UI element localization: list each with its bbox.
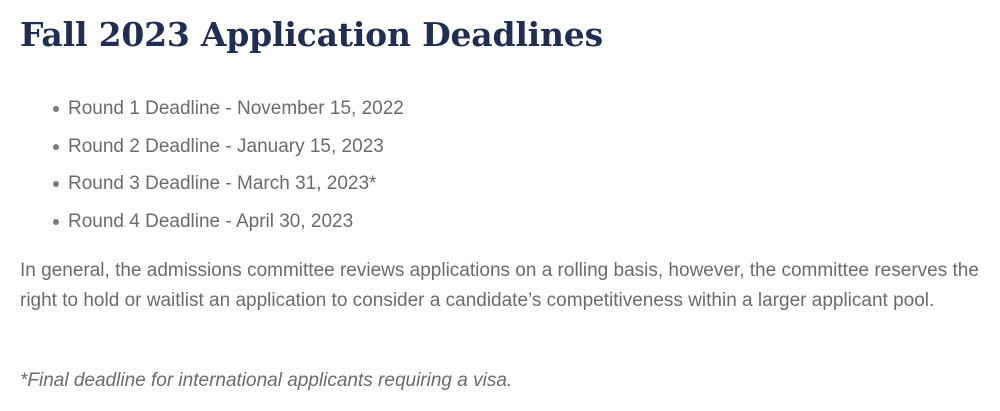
list-item — [20, 167, 920, 205]
list-item — [20, 130, 920, 168]
bullet-icon — [53, 219, 59, 225]
general-note: In general, the admissions committee reviews applications on a rolling basis, however, the committee reserves the right to hold or waitlist an application to consider a candidate’s competitiveness within a larger applicant pool. — [20, 260, 979, 311]
deadline-text: Round 2 Deadline - January 15, 2023 — [68, 135, 384, 157]
page-title: Fall 2023 Application Deadlines — [20, 15, 603, 54]
bullet-icon — [53, 144, 59, 150]
list-item — [20, 205, 920, 243]
deadline-text: Round 4 Deadline - April 30, 2023 — [68, 210, 354, 232]
deadline-list — [20, 92, 920, 242]
deadline-text: Round 1 Deadline - November 15, 2022 — [68, 98, 404, 119]
bullet-icon — [53, 181, 59, 187]
footnote: *Final deadline for international applicants requiring a visa. — [20, 370, 513, 391]
bullet-icon — [53, 106, 59, 112]
deadline-text: Round 3 Deadline - March 31, 2023* — [68, 173, 377, 195]
list-item — [20, 92, 920, 130]
